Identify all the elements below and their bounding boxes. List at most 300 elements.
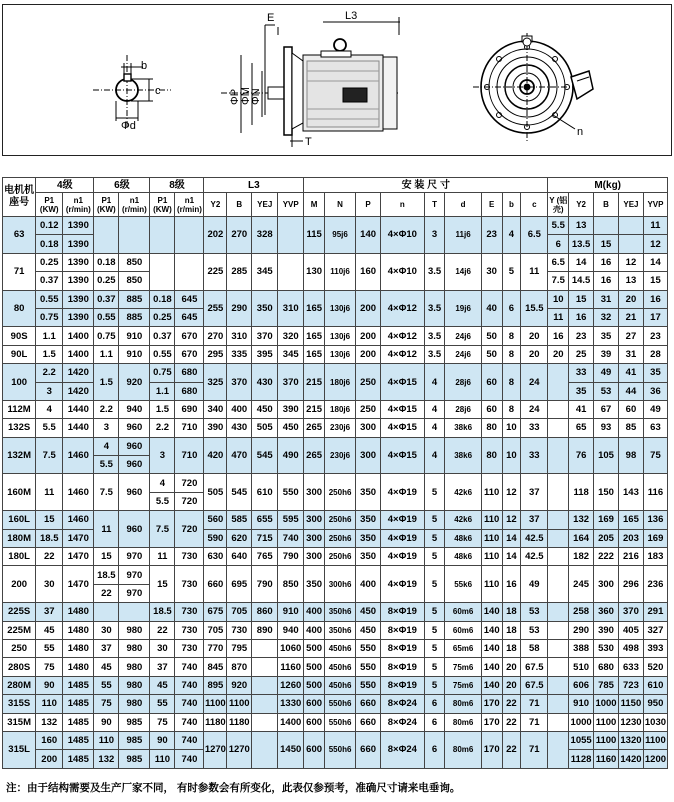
table-cell: 255: [204, 290, 227, 327]
table-cell: 230j6: [324, 419, 355, 437]
table-cell: 205: [594, 529, 619, 547]
table-cell: 960: [119, 511, 150, 548]
table-cell: 1320: [618, 731, 643, 749]
table-cell: 0.55: [94, 308, 119, 326]
table-cell: 870: [227, 658, 252, 676]
table-cell: 180j6: [324, 400, 355, 418]
table-cell: 740: [175, 750, 204, 768]
table-cell: 885: [119, 290, 150, 308]
table-cell: 585: [227, 511, 252, 529]
table-cell: 24: [521, 364, 548, 401]
table-cell: 165: [304, 327, 325, 345]
table-cell: 300: [304, 548, 325, 566]
table-cell: [548, 437, 569, 474]
table-cell: 1390: [63, 217, 94, 235]
table-cell: 600: [304, 695, 325, 713]
table-cell: 40: [481, 290, 502, 327]
table-cell: 33: [569, 364, 594, 382]
table-cell: [252, 713, 278, 731]
table-cell: 110: [481, 511, 502, 529]
table-cell: 710: [175, 419, 204, 437]
table-cell: [548, 639, 569, 657]
table-cell: 630: [204, 548, 227, 566]
table-row: [3, 511, 668, 529]
table-cell: 250h6: [324, 511, 355, 529]
table-cell: 1270: [227, 731, 252, 768]
subheader-c-18: c: [521, 193, 548, 217]
table-cell: 225: [204, 253, 227, 290]
table-cell: 15: [36, 511, 63, 529]
table-cell: 12: [502, 474, 521, 511]
table-cell: [175, 253, 204, 290]
table-cell: 18: [502, 639, 521, 657]
table-cell: 730: [175, 621, 204, 639]
table-cell: 0.18: [36, 235, 63, 253]
table-cell: [548, 400, 569, 418]
table-row: [3, 621, 668, 639]
table-cell: 660: [356, 695, 381, 713]
subheader-n-13: n: [381, 193, 425, 217]
table-cell: 14: [502, 548, 521, 566]
table-cell: 0.37: [94, 290, 119, 308]
table-row: [3, 217, 668, 235]
table-cell: 790: [278, 548, 304, 566]
table-cell: 4×Φ19: [381, 566, 425, 603]
table-cell: 67: [594, 400, 619, 418]
table-cell: 6.5: [521, 217, 548, 254]
table-cell: 8: [502, 400, 521, 418]
table-cell: 320: [278, 327, 304, 345]
table-cell: 420: [204, 437, 227, 474]
table-cell: 95j6: [324, 217, 355, 254]
table-cell: 11: [150, 548, 175, 566]
table-cell: 35: [594, 327, 619, 345]
table-cell: 182: [569, 548, 594, 566]
table-cell: 4×Φ15: [381, 419, 425, 437]
table-cell: 1060: [278, 639, 304, 657]
table-cell: 4: [150, 474, 175, 492]
table-cell: 110: [481, 474, 502, 511]
table-cell: [252, 676, 278, 694]
table-cell: 1400: [63, 345, 94, 363]
table-cell: 105: [594, 437, 619, 474]
table-cell: 350: [356, 529, 381, 547]
table-cell: 3: [424, 217, 445, 254]
table-cell: 1485: [63, 676, 94, 694]
table-cell: 45: [94, 658, 119, 676]
table-cell: 140: [481, 658, 502, 676]
header-pole4: 4级: [36, 178, 94, 193]
table-cell: 130j6: [324, 290, 355, 327]
table-cell: 645: [175, 290, 204, 308]
table-cell: 140: [481, 603, 502, 621]
table-cell: 5: [424, 658, 445, 676]
table-cell: 1420: [618, 750, 643, 768]
table-cell: 23: [481, 217, 502, 254]
table-cell: 258: [569, 603, 594, 621]
table-cell: 560: [204, 511, 227, 529]
table-cell: 920: [119, 364, 150, 401]
label-P: ΦP: [229, 88, 241, 105]
table-cell: 75: [36, 658, 63, 676]
table-cell: 20: [521, 345, 548, 363]
subheader-n1-3: n1 (r/min): [119, 193, 150, 217]
table-cell: 28j6: [445, 400, 481, 418]
table-cell: 203: [618, 529, 643, 547]
subheader-n1-1: n1 (r/min): [63, 193, 94, 217]
table-cell: 39: [594, 345, 619, 363]
table-cell: 1.1: [36, 327, 63, 345]
table-cell: 350: [356, 511, 381, 529]
table-cell: 8: [502, 345, 521, 363]
table-cell: 183: [643, 548, 667, 566]
table-cell: 110j6: [324, 253, 355, 290]
table-cell: 1.5: [150, 400, 175, 418]
table-cell: 498: [618, 639, 643, 657]
table-cell: 1400: [63, 327, 94, 345]
table-cell: 14: [643, 253, 667, 271]
table-cell: 236: [643, 566, 667, 603]
table-cell: 910: [569, 695, 594, 713]
table-cell: 53: [521, 603, 548, 621]
table-cell: 1470: [63, 548, 94, 566]
table-cell: 1200: [643, 750, 667, 768]
footnote: 注：由于结构需要及生产厂家不同， 有时参数会有所变化，此表仅参预考，准确尺寸请来电垂询。: [6, 782, 461, 794]
table-cell: 1000: [569, 713, 594, 731]
table-cell: 93: [594, 419, 619, 437]
table-cell: 500: [304, 639, 325, 657]
table-cell: 1460: [63, 511, 94, 529]
table-cell: 2.2: [36, 364, 63, 382]
table-row: [3, 603, 668, 621]
table-cell: 1.1: [94, 345, 119, 363]
table-cell: 550: [356, 639, 381, 657]
table-cell: 770: [204, 639, 227, 657]
table-cell: 3.5: [424, 290, 445, 327]
table-cell: 1270: [204, 731, 227, 768]
table-cell: 4: [502, 217, 521, 254]
table-cell: 723: [618, 676, 643, 694]
table-cell: [548, 529, 569, 547]
table-cell: 85: [618, 419, 643, 437]
table-cell: 960: [119, 474, 150, 511]
table-cell: 80: [481, 437, 502, 474]
table-cell: 4×Φ12: [381, 345, 425, 363]
table-cell: 200: [36, 750, 63, 768]
table-cell: 890: [252, 621, 278, 639]
table-cell: 1485: [63, 731, 94, 749]
table-cell: 37: [94, 639, 119, 657]
table-cell: 5.5: [94, 456, 119, 474]
table-cell: 1128: [569, 750, 594, 768]
motor-dimension-drawing: [3, 5, 673, 157]
table-cell: 250: [356, 400, 381, 418]
table-cell: 130j6: [324, 345, 355, 363]
label-n: n: [577, 126, 584, 138]
table-cell: 4: [94, 437, 119, 455]
spec-table-body: [3, 217, 668, 769]
header-pole8: 8级: [150, 178, 204, 193]
table-cell: 160M: [3, 474, 36, 511]
table-cell: 22: [94, 584, 119, 602]
table-cell: 285: [227, 253, 252, 290]
table-cell: 1260: [278, 676, 304, 694]
table-cell: 60: [481, 400, 502, 418]
table-cell: 250: [356, 364, 381, 401]
table-cell: 970: [119, 584, 150, 602]
table-cell: 50: [481, 327, 502, 345]
table-cell: [548, 621, 569, 639]
table-cell: 985: [119, 750, 150, 768]
table-cell: 41: [618, 364, 643, 382]
table-cell: 6: [424, 695, 445, 713]
header-mass: M(kg): [548, 178, 668, 193]
table-cell: 1180: [204, 713, 227, 731]
table-cell: 71: [521, 731, 548, 768]
header-frame-text: 电机机座号: [4, 185, 35, 208]
table-cell: 8×Φ19: [381, 639, 425, 657]
table-cell: 132M: [3, 437, 36, 474]
table-cell: 20: [521, 327, 548, 345]
table-cell: 215: [304, 364, 325, 401]
table-cell: 75m6: [445, 676, 481, 694]
table-cell: 30: [481, 253, 502, 290]
table-cell: 1000: [594, 695, 619, 713]
table-cell: 600: [304, 731, 325, 768]
table-cell: 5: [424, 621, 445, 639]
table-cell: 4×Φ12: [381, 327, 425, 345]
subheader-p-12: P: [356, 193, 381, 217]
table-cell: 55: [36, 639, 63, 657]
table-cell: 75m6: [445, 658, 481, 676]
subheader-b-17: b: [502, 193, 521, 217]
table-cell: [252, 639, 278, 657]
table-cell: 35: [569, 382, 594, 400]
table-cell: 16: [569, 308, 594, 326]
table-cell: 510: [569, 658, 594, 676]
table-cell: 1390: [63, 253, 94, 271]
table-cell: 31: [594, 290, 619, 308]
table-cell: 165: [304, 290, 325, 327]
table-cell: 860: [252, 603, 278, 621]
table-cell: 115: [304, 217, 325, 254]
table-cell: 20: [548, 345, 569, 363]
table-cell: 80: [3, 290, 36, 327]
table-cell: [548, 364, 569, 401]
table-cell: 300: [356, 419, 381, 437]
subheader-yej-22: YEJ: [618, 193, 643, 217]
table-cell: 55: [150, 695, 175, 713]
table-cell: 19j6: [445, 290, 481, 327]
table-cell: 395: [252, 345, 278, 363]
table-cell: 895: [204, 676, 227, 694]
table-cell: 49: [521, 566, 548, 603]
table-cell: 164: [569, 529, 594, 547]
table-cell: 65: [569, 419, 594, 437]
table-cell: 7.5: [548, 272, 569, 290]
table-cell: 230j6: [324, 437, 355, 474]
table-row: [3, 419, 668, 437]
table-cell: 11j6: [445, 217, 481, 254]
table-cell: 17: [643, 308, 667, 326]
table-cell: 143: [618, 474, 643, 511]
table-cell: 1.5: [94, 364, 119, 401]
table-cell: 595: [278, 511, 304, 529]
table-cell: 136: [643, 511, 667, 529]
table-cell: 8×Φ19: [381, 676, 425, 694]
table-cell: 49: [594, 364, 619, 382]
table-cell: 80m6: [445, 713, 481, 731]
table-cell: 1390: [63, 290, 94, 308]
table-cell: 5.5: [36, 419, 63, 437]
subheader-yvp-23: YVP: [643, 193, 667, 217]
table-cell: 14: [502, 529, 521, 547]
table-cell: 160: [356, 253, 381, 290]
subheader-y2-20: Y2: [569, 193, 594, 217]
table-cell: 4×Φ10: [381, 253, 425, 290]
table-cell: 75: [150, 713, 175, 731]
table-cell: 90S: [3, 327, 36, 345]
table-cell: 450h6: [324, 639, 355, 657]
table-cell: 0.25: [94, 272, 119, 290]
table-cell: 165: [618, 511, 643, 529]
table-cell: 90L: [3, 345, 36, 363]
table-cell: 110: [481, 548, 502, 566]
table-cell: 985: [119, 713, 150, 731]
table-cell: 130: [304, 253, 325, 290]
table-cell: 0.25: [150, 308, 175, 326]
table-cell: 390: [278, 400, 304, 418]
table-cell: 1150: [618, 695, 643, 713]
table-cell: 450: [356, 603, 381, 621]
subheader-p1-4: P1 (KW): [150, 193, 175, 217]
table-row: [3, 437, 668, 455]
table-cell: 45: [150, 676, 175, 694]
table-cell: 400: [304, 603, 325, 621]
table-cell: 0.75: [150, 364, 175, 382]
table-cell: 11: [643, 217, 667, 235]
table-cell: 140: [481, 639, 502, 657]
table-cell: 1400: [278, 713, 304, 731]
table-cell: 14j6: [445, 253, 481, 290]
table-cell: 55: [94, 676, 119, 694]
table-cell: 225M: [3, 621, 36, 639]
table-cell: [548, 603, 569, 621]
table-cell: 300: [304, 529, 325, 547]
table-cell: 23: [569, 327, 594, 345]
table-cell: 300h6: [324, 566, 355, 603]
table-cell: 200: [356, 290, 381, 327]
table-cell: 42.5: [521, 548, 548, 566]
table-cell: 10: [502, 437, 521, 474]
table-cell: 250: [3, 639, 36, 657]
table-cell: 8: [502, 327, 521, 345]
table-cell: 505: [252, 419, 278, 437]
table-cell: 4: [424, 437, 445, 474]
table-cell: 980: [119, 621, 150, 639]
table-cell: 4: [424, 419, 445, 437]
table-cell: 505: [204, 474, 227, 511]
table-cell: 633: [618, 658, 643, 676]
table-cell: 180L: [3, 548, 36, 566]
table-cell: 169: [594, 511, 619, 529]
table-cell: 550: [356, 676, 381, 694]
table-cell: 910: [119, 345, 150, 363]
table-cell: [594, 217, 619, 235]
table-cell: 50: [481, 345, 502, 363]
table-cell: 160L: [3, 511, 36, 529]
table-cell: 1390: [63, 308, 94, 326]
table-cell: 16: [594, 253, 619, 271]
table-cell: 35: [643, 364, 667, 382]
table-cell: 6: [424, 713, 445, 731]
table-cell: 1485: [63, 695, 94, 713]
table-cell: 1230: [618, 713, 643, 731]
table-cell: 75: [643, 437, 667, 474]
table-row: [3, 658, 668, 676]
table-row: [3, 400, 668, 418]
table-cell: 490: [278, 437, 304, 474]
table-cell: 430: [252, 364, 278, 401]
table-cell: 1480: [63, 621, 94, 639]
table-cell: 11: [94, 511, 119, 548]
table-cell: 30: [36, 566, 63, 603]
table-cell: [150, 253, 175, 290]
table-cell: 132S: [3, 419, 36, 437]
table-cell: 545: [227, 474, 252, 511]
table-cell: 60m6: [445, 603, 481, 621]
table-cell: 960: [119, 419, 150, 437]
table-cell: 315M: [3, 713, 36, 731]
table-cell: [548, 419, 569, 437]
table-cell: 22: [502, 713, 521, 731]
table-cell: 590: [204, 529, 227, 547]
table-cell: 2.2: [150, 419, 175, 437]
table-cell: 360: [594, 603, 619, 621]
label-E: E: [267, 12, 275, 24]
table-cell: 7.5: [150, 511, 175, 548]
table-cell: 13: [569, 217, 594, 235]
table-cell: 4: [424, 400, 445, 418]
table-cell: 300: [356, 437, 381, 474]
table-cell: 6: [424, 731, 445, 768]
table-cell: 8: [502, 364, 521, 401]
table-cell: 705: [227, 603, 252, 621]
table-cell: 5: [424, 474, 445, 511]
subheader-n-11: N: [324, 193, 355, 217]
motor-side-view: [221, 17, 400, 147]
table-cell: 16: [548, 327, 569, 345]
table-cell: 4: [424, 364, 445, 401]
table-cell: 295: [204, 345, 227, 363]
table-cell: 715: [252, 529, 278, 547]
table-cell: 8×Φ19: [381, 603, 425, 621]
table-cell: 112M: [3, 400, 36, 418]
table-cell: 20: [618, 290, 643, 308]
table-cell: 370: [252, 327, 278, 345]
table-cell: 845: [204, 658, 227, 676]
table-cell: 500: [304, 676, 325, 694]
table-row: [3, 345, 668, 363]
table-cell: 49: [643, 400, 667, 418]
table-cell: 660: [356, 731, 381, 768]
table-cell: 970: [119, 566, 150, 584]
table-cell: 3.5: [424, 345, 445, 363]
table-row: [3, 731, 668, 749]
spec-table-header: [3, 178, 668, 217]
subheader-y_alu-19: Y (铝壳): [548, 193, 569, 217]
table-cell: 1100: [227, 695, 252, 713]
